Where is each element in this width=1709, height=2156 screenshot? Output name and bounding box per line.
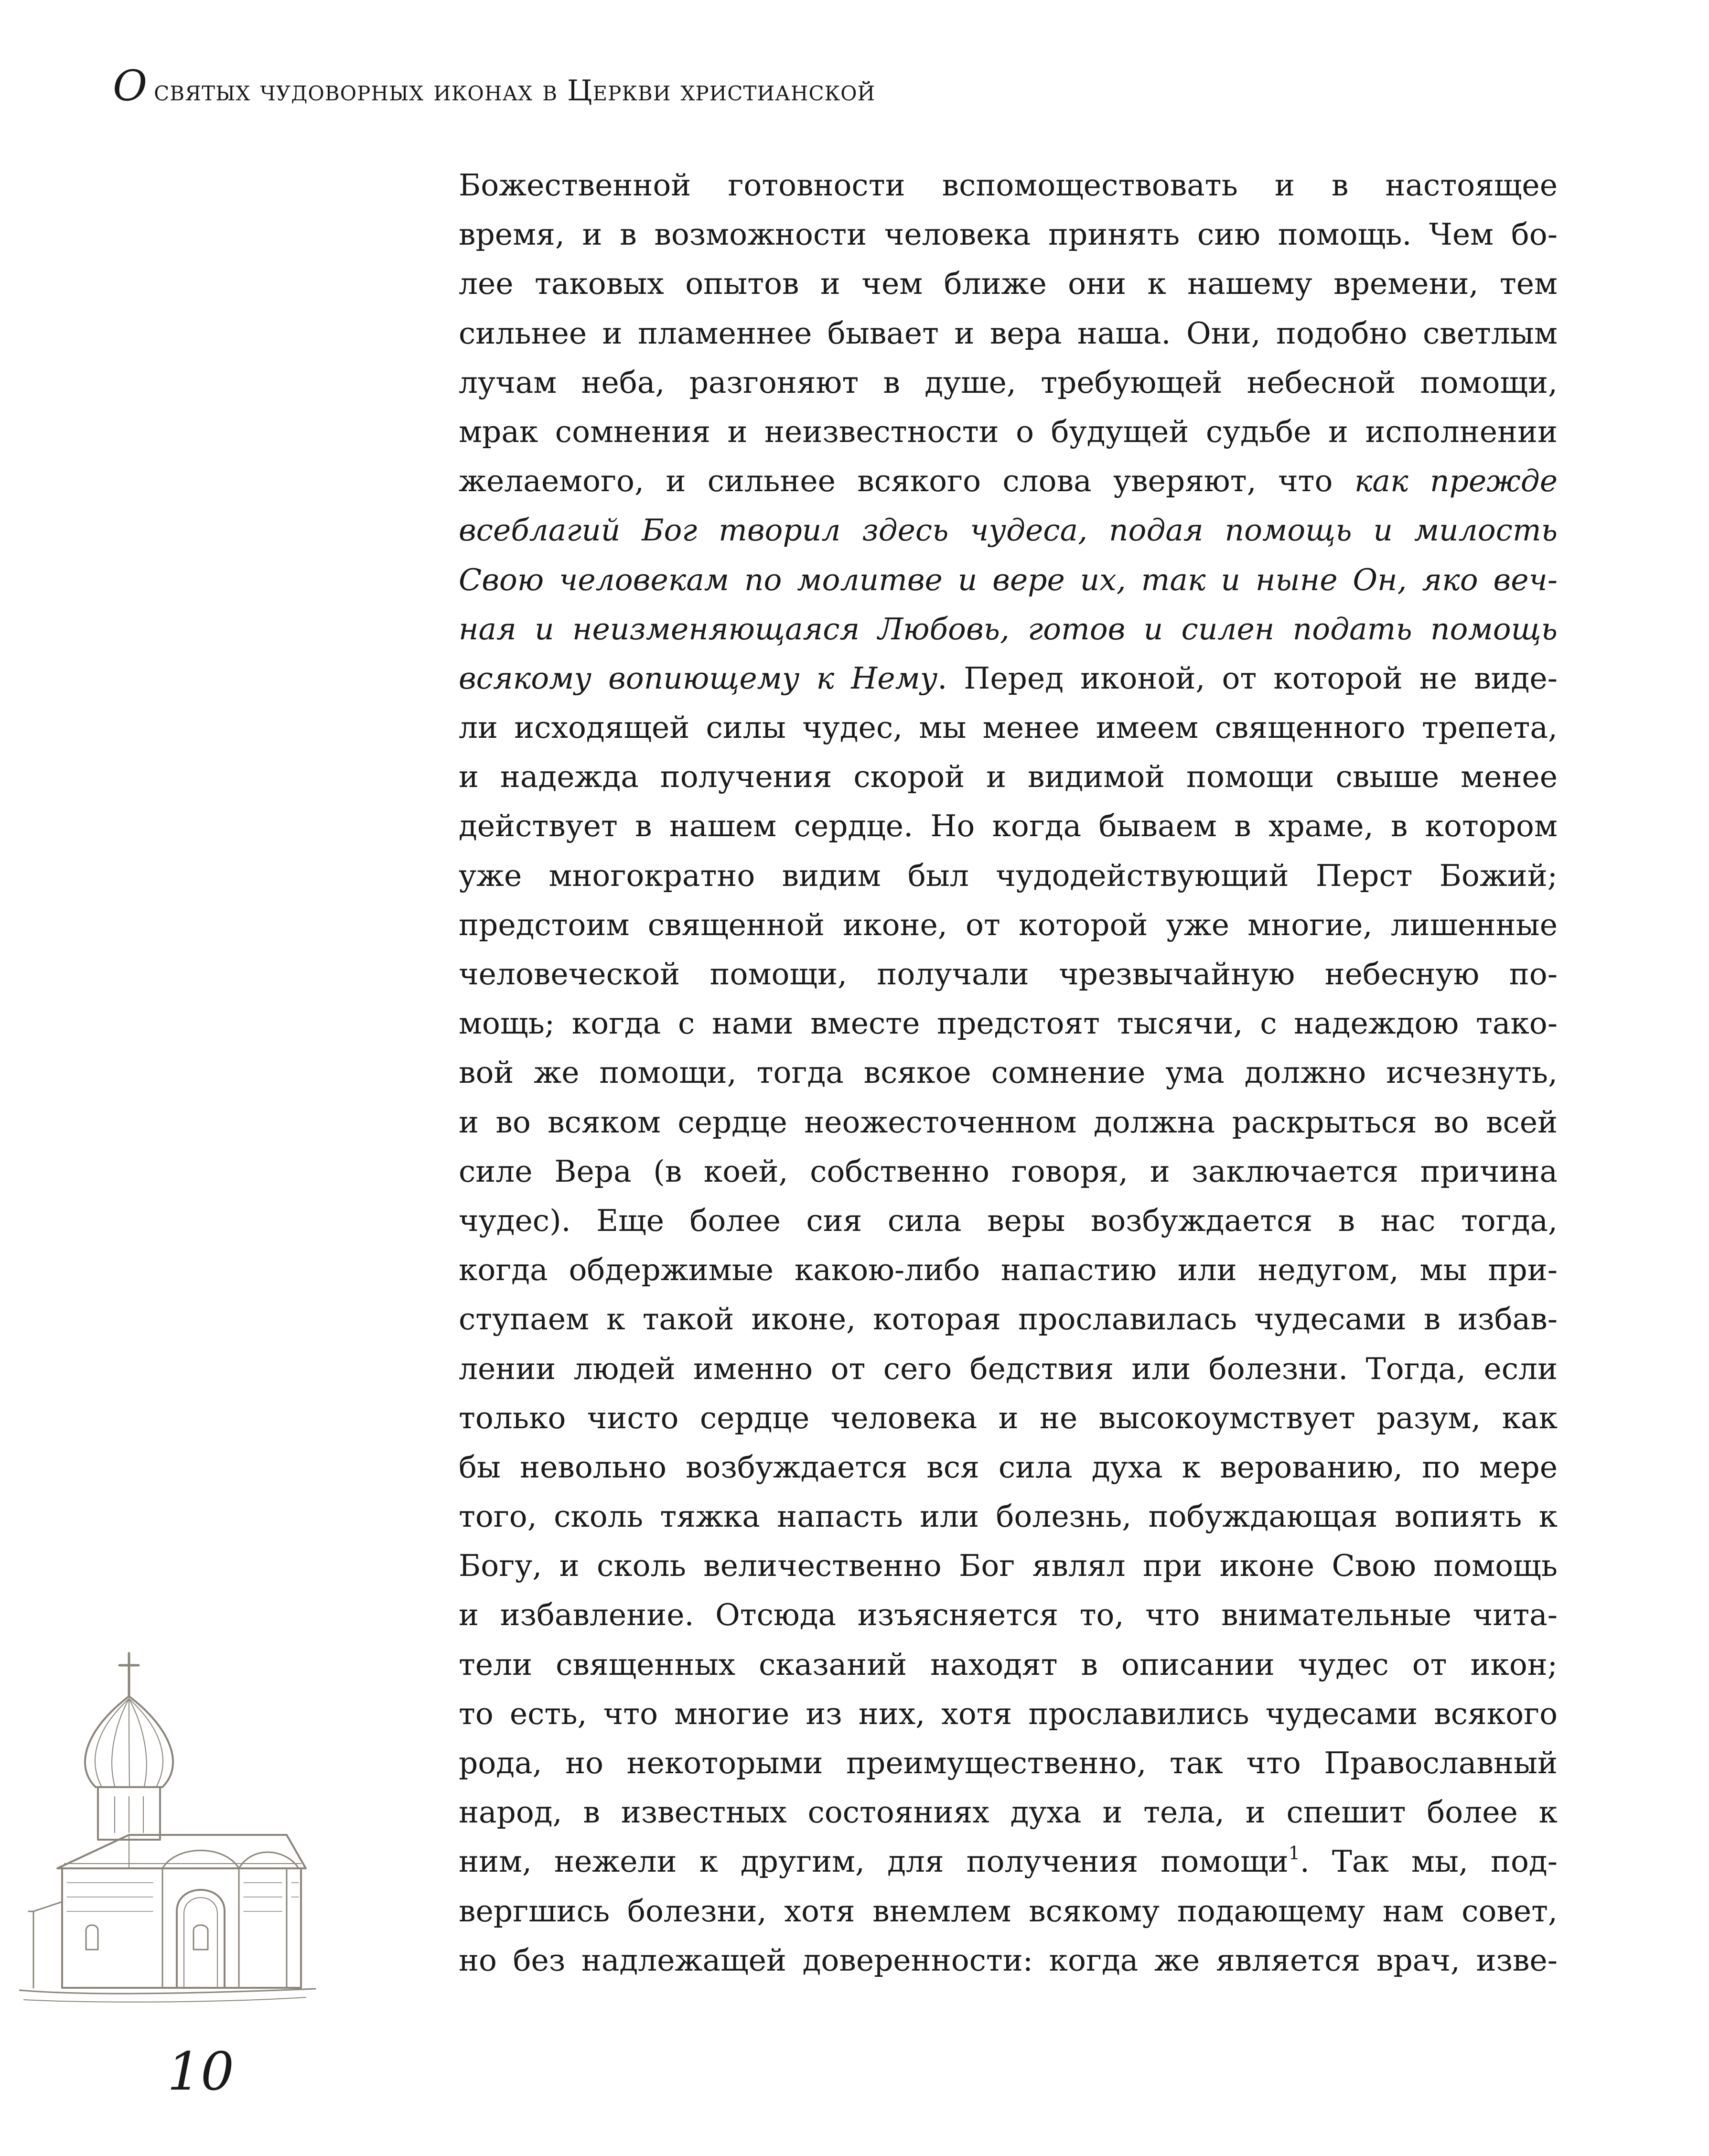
running-head-initial: О bbox=[113, 61, 148, 110]
text-line bbox=[459, 1837, 1558, 1886]
text-line: рода, но некоторыми преимущественно, так что Православный bbox=[459, 1746, 1558, 1780]
text-line: действует в нашем сердце. Но когда бываем в храме, в котором bbox=[459, 808, 1558, 844]
text-italic: всякому вопиющему к Нему bbox=[459, 660, 938, 696]
text-line: человеческой помощи, получали чрезвычайную небесную по- bbox=[459, 957, 1558, 992]
text-line: то есть, что многие из них, хотя прославились чудесами всякого bbox=[459, 1696, 1558, 1731]
text-line: Божественной готовности вспомоществовать и в настоящее bbox=[459, 168, 1558, 203]
body-text bbox=[459, 161, 1558, 1985]
running-head-title: святых чудоворных иконах в Церкви христианской bbox=[154, 74, 876, 108]
text-italic: как прежде bbox=[1354, 464, 1558, 499]
text-line: когда обдержимые какою-либо напастию или недугом, мы при- bbox=[459, 1252, 1558, 1288]
text-line: того, сколь тяжка напасть или болезнь, побуждающая вопиять к bbox=[459, 1499, 1558, 1534]
text-plain: ним, нежели к другим, для получения помощи bbox=[459, 1844, 1289, 1879]
text-line-italic: всеблагий Бог творил здесь чудеса, подая помощь и милость bbox=[459, 513, 1558, 548]
text-line: уже многократно видим был чудодействующий Перст Божий; bbox=[459, 858, 1558, 893]
text-line: бы невольно возбуждается вся сила духа к верованию, по мере bbox=[459, 1449, 1558, 1485]
church-illustration bbox=[19, 1644, 325, 2007]
text-line bbox=[459, 654, 1558, 703]
text-line: но без надлежащей доверенности: когда же является врач, изве- bbox=[459, 1942, 1558, 1978]
text-line: предстоим священной иконе, от которой уже многие, лишенные bbox=[459, 907, 1558, 942]
text-line-italic: Свою человекам по молитве и вере их, так и ныне Он, яко веч- bbox=[459, 562, 1558, 597]
text-line: и во всяком сердце неожесточенном должна раскрыться во всей bbox=[459, 1104, 1558, 1140]
text-plain: . Перед иконой, от которой не виде- bbox=[937, 660, 1558, 696]
text-line: ступаем к такой иконе, которая прославилась чудесами в избав- bbox=[459, 1302, 1558, 1337]
text-line-italic: ная и неизменяющаяся Любовь, готов и силен подать помощь bbox=[459, 611, 1558, 647]
text-line: сильнее и пламеннее бывает и вера наша. Они, подобно светлым bbox=[459, 315, 1558, 351]
text-line: ли исходящей силы чудес, мы менее имеем священного трепета, bbox=[459, 710, 1558, 745]
text-plain: . Так мы, под- bbox=[1300, 1844, 1558, 1879]
text-line: лении людей именно от сего бедствия или болезни. Тогда, если bbox=[459, 1351, 1558, 1386]
text-line: народ, в известных состояниях духа и тела, и спешит более к bbox=[459, 1795, 1558, 1830]
text-line: время, и в возможности человека принять сию помощь. Чем бо- bbox=[459, 217, 1558, 252]
page-number: 10 bbox=[167, 2041, 234, 2102]
text-line: Богу, и сколь величественно Бог являл при иконе Свою помощь bbox=[459, 1548, 1558, 1584]
text-line: только чисто сердце человека и не высокоумствует разум, как bbox=[459, 1400, 1558, 1435]
text-line: вой же помощи, тогда всякое сомнение ума должно исчезнуть, bbox=[459, 1055, 1558, 1090]
text-line: лучам неба, разгоняют в душе, требующей небесной помощи, bbox=[459, 365, 1558, 400]
text-line: лее таковых опытов и чем ближе они к нашему времени, тем bbox=[459, 266, 1558, 302]
text-line bbox=[459, 456, 1558, 506]
running-head bbox=[113, 61, 876, 110]
text-line: силе Вера (в коей, собственно говоря, и заключается причина bbox=[459, 1153, 1558, 1189]
text-plain: желаемого, и сильнее всякого слова уверяют, что bbox=[459, 464, 1354, 499]
text-line: мрак сомнения и неизвестности о будущей судьбе и исполнении bbox=[459, 414, 1558, 449]
text-line: и избавление. Отсюда изъясняется то, что внимательные чита- bbox=[459, 1597, 1558, 1633]
text-line: и надежда получения скорой и видимой помощи свыше менее bbox=[459, 759, 1558, 795]
text-line: тели священных сказаний находят в описании чудес от икон; bbox=[459, 1647, 1558, 1682]
text-line: мощь; когда с нами вместе предстоят тысячи, с надеждою тако- bbox=[459, 1006, 1558, 1041]
footnote-marker[interactable]: 1 bbox=[1288, 1843, 1300, 1864]
text-line: вергшись болезни, хотя внемлем всякому подающему нам совет, bbox=[459, 1893, 1558, 1929]
text-line: чудес). Еще более сия сила веры возбуждается в нас тогда, bbox=[459, 1203, 1558, 1238]
